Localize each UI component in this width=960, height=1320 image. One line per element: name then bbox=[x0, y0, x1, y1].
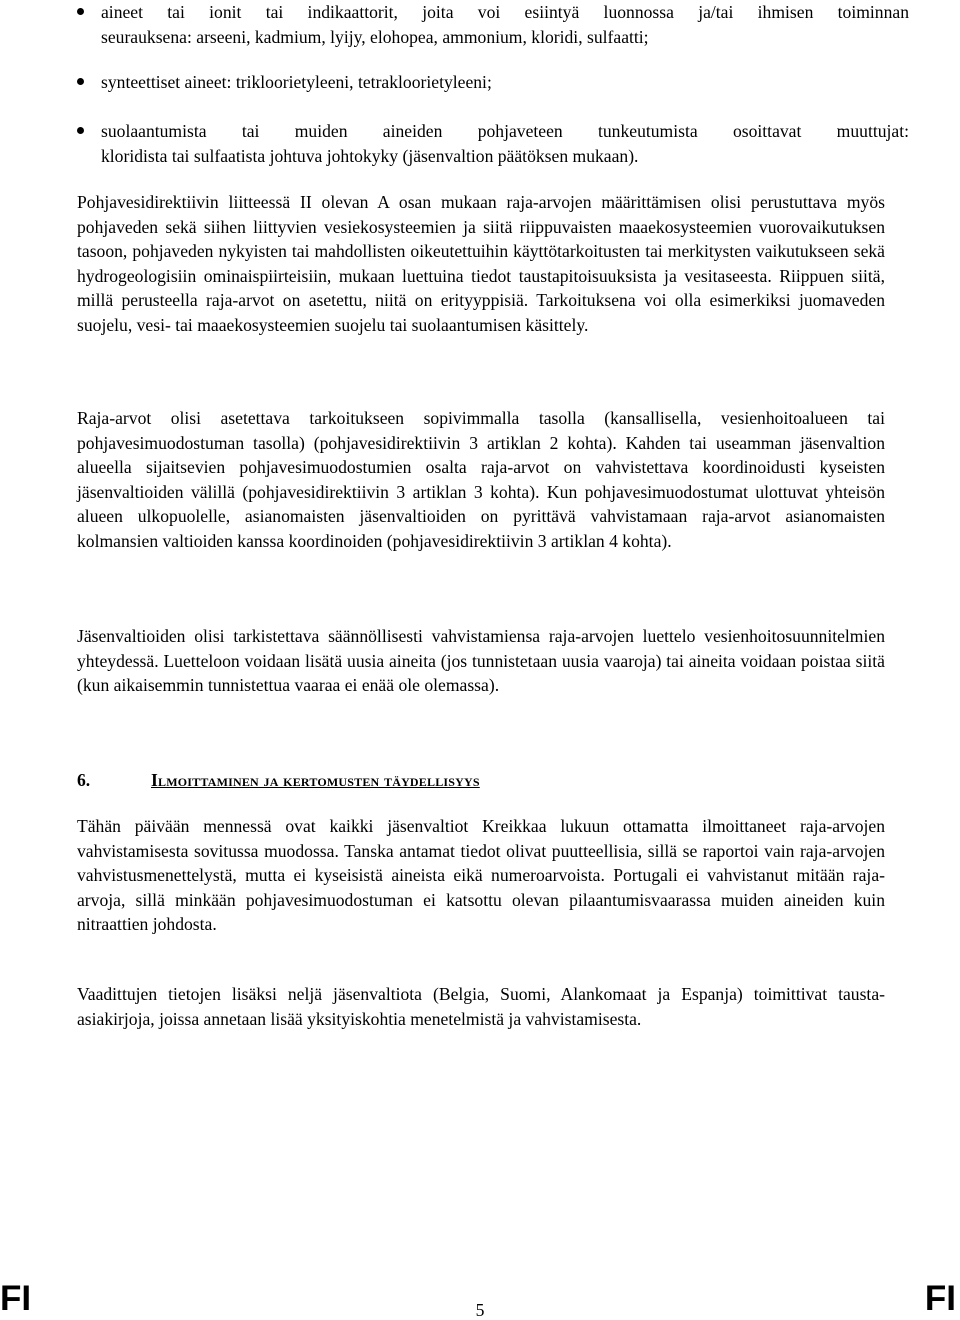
bullet-line: aineet tai ionit tai indikaattorit, joita voi esiintyä luonnossa ja/tai ihmisen toiminnan bbox=[101, 2, 909, 22]
paragraph-threshold-basis: Pohjavesidirektiivin liitteessä II olevan A osan mukaan raja-arvojen määrittämisen olisi perustuttava myös pohjaveden sekä siihen liittyvien vesiekosysteemien ja siitä riippuvaisten maaekosysteemien vuorovaikutuksen tasoon, pohjaveden nykyisten tai mahdollisten oikeutettuihin käyttötarkoitusten tai merkitysten vaikutukseen sekä hydrogeologisiin ominaispiirteisiin, mukaan luettuina tiedot taustapitoisuuksista ja vesitaseesta. Riippuen siitä, millä perusteella raja-arvot on asetettu, niitä on erityyppisiä. Tarkoituksena voi olla esimerkiksi juomaveden suojelu, vesi- tai maaekosysteemien suojelu tai suolaantumisen käsittely. bbox=[77, 192, 885, 335]
bullet-item-ions bbox=[77, 0, 909, 49]
paragraph-threshold-review: Jäsenvaltioiden olisi tarkistettava säännöllisesti vahvistamiensa raja-arvojen luettelo vesienhoitosuunnitelmien yhteydessä. Luetteloon voidaan lisätä uusia aineita (jos tunnistetaan uusia vaaroja) tai aineita voidaan poistaa siitä (kun aikaisemmin tunnistettua vaaraa ei enää ole olemassa). bbox=[77, 626, 885, 696]
bullet-line: kloridista tai sulfaatista johtuva johtokyky (jäsenvaltion päätöksen mukaan). bbox=[101, 145, 639, 166]
bullet-icon bbox=[77, 78, 84, 85]
bullet-line: seurauksena: arseeni, kadmium, lyijy, elohopea, ammonium, kloridi, sulfaatti; bbox=[101, 26, 649, 47]
bullet-icon bbox=[77, 8, 84, 15]
bullet-line: suolaantumista tai muiden aineiden pohjaveteen tunkeutumista osoittavat muuttujat: bbox=[101, 121, 909, 141]
section-title: Ilmoittaminen ja kertomusten täydellisyys bbox=[151, 770, 480, 790]
paragraph-threshold-level: Raja-arvot olisi asetettava tarkoitukseen sopivimmalla tasolla (kansallisella, vesienhoitoalueen tai pohjavesimuodostuman tasolla) (pohjavesidirektiivin 3 artiklan 2 kohta). Kahden tai useamman jäsenvaltion alueella sijaitsevien pohjavesimuodostumien osalta raja-arvot on vahvistettava koordinoidusti kyseisten jäsenvaltioiden välillä (pohjavesidirektiivin 3 artiklan 3 kohta). Kun pohjavesimuodostumat ulottuvat yhteisön alueen ulkopuolelle, asianomaisten jäsenvaltioiden on pyrittävä vahvistamaan raja-arvot asianomaisten kolmansien valtioiden kanssa koordinoiden (pohjavesidirektiivin 3 artiklan 4 kohta). bbox=[77, 408, 885, 551]
bullet-icon bbox=[77, 127, 84, 134]
paragraph-reporting-status: Tähän päivään mennessä ovat kaikki jäsenvaltiot Kreikkaa lukuun ottamatta ilmoittaneet raja-arvojen vahvistamisesta sovitussa muodossa. Tanska antamat tiedot olivat puutteellisia, sillä se raportoi vain raja-arvojen vahvistusmenettelystä, mutta ei kyseisistä aineista eikä numeroarvoista. Portugali ei vahvistanut mitään raja-arvoja, sillä minkään pohjavesimuodostuman ei katsottu olevan pilaantumisvaarassa muiden aineiden kuin nitraattien johdosta. bbox=[77, 816, 885, 935]
bullet-item-salinity bbox=[77, 119, 909, 168]
footer-language-code-left: FI bbox=[0, 1279, 32, 1318]
footer-language-code-right: FI bbox=[924, 1279, 956, 1318]
page-number: 5 bbox=[475, 1300, 485, 1320]
bullet-line: synteettiset aineet: trikloorietyleeni, tetrakloorietyleeni; bbox=[101, 72, 492, 92]
bullet-item-synthetic bbox=[77, 70, 909, 95]
paragraph-background-documents: Vaadittujen tietojen lisäksi neljä jäsenvaltiota (Belgia, Suomi, Alankomaat ja Espanja) toimittivat tausta-asiakirjoja, joissa annetaan lisää yksityiskohtia menetelmistä ja vahvistamisesta. bbox=[77, 984, 885, 1029]
section-number: 6. bbox=[77, 770, 91, 790]
section-heading bbox=[77, 768, 885, 792]
